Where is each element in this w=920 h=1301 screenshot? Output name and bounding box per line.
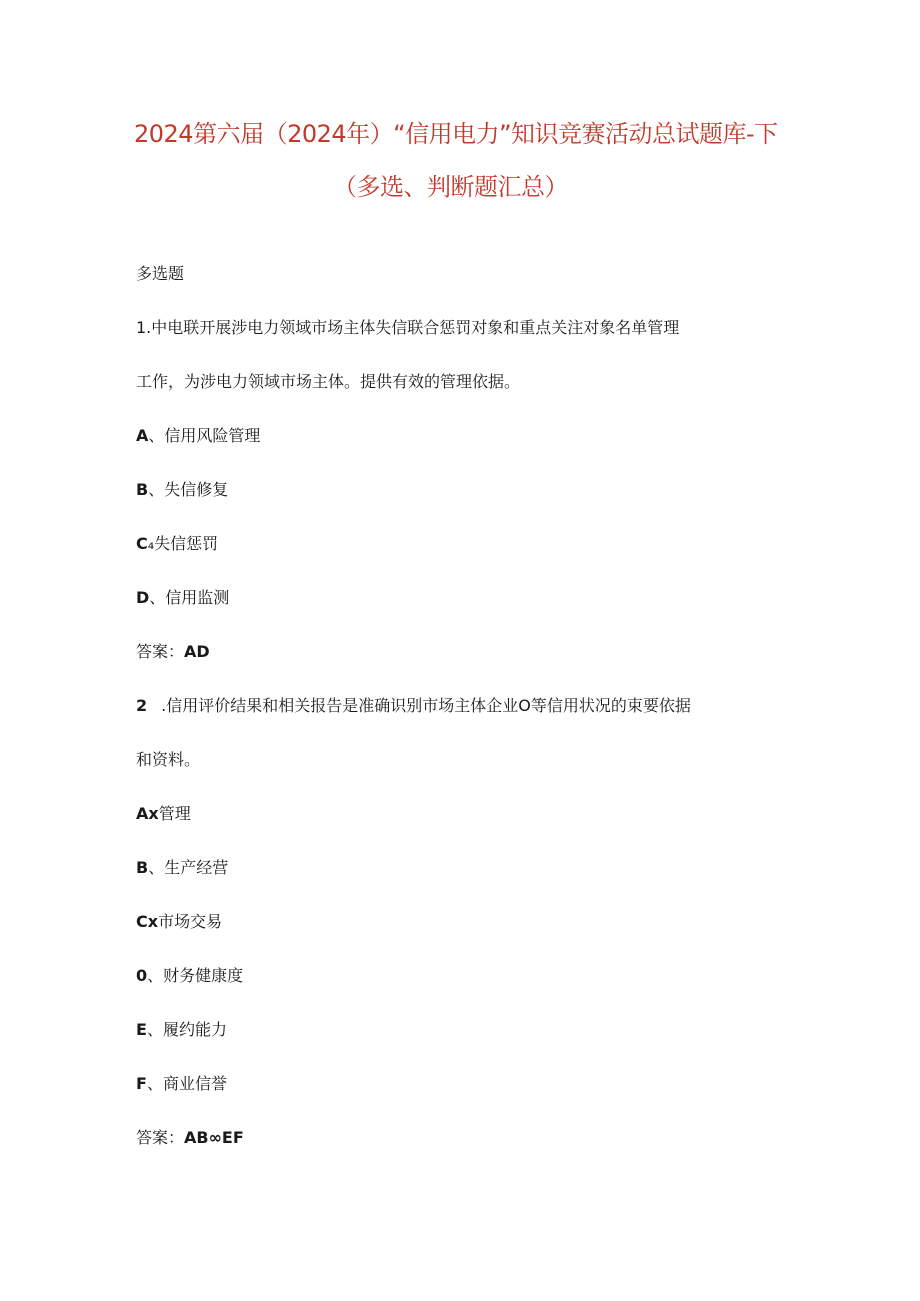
- question-1-stem-line-2: 工作，为涉电力领域市场主体。提供有效的管理依据。: [136, 372, 521, 391]
- option-text: 、信用监测: [149, 588, 230, 607]
- option-letter: B: [136, 858, 149, 877]
- option-letter: A: [136, 426, 149, 445]
- question-2-option-f: [136, 1073, 227, 1095]
- option-text: ₄失信惩罚: [147, 534, 219, 553]
- question-2-option-a: [136, 803, 191, 825]
- question-1-option-b: [136, 479, 228, 501]
- document-title-line-2: （多选、判断题汇总）: [333, 173, 568, 201]
- section-heading: 多选题: [136, 264, 185, 283]
- option-letter: Cx: [136, 912, 159, 931]
- question-2-answer: [136, 1127, 244, 1149]
- question-1-option-d: [136, 587, 229, 609]
- option-text: 市场交易: [158, 912, 223, 931]
- document-title-line-1: 2024第六届（2024年）“信用电力”知识竞赛活动总试题库-下: [134, 120, 778, 148]
- option-text: 、履约能力: [146, 1020, 227, 1039]
- question-2-option-c: [136, 911, 222, 933]
- question-2-number: 2: [136, 696, 148, 715]
- question-1-answer: [136, 641, 210, 663]
- question-1-option-c: [136, 533, 218, 555]
- question-2-stem-line-2: 和资料。: [136, 750, 201, 769]
- option-letter: 0: [136, 966, 148, 985]
- option-letter: Ax: [136, 804, 159, 823]
- option-letter: B: [136, 480, 149, 499]
- option-text: 、信用风险管理: [148, 426, 261, 445]
- answer-label: 答案：: [136, 642, 185, 661]
- question-1-option-a: [136, 425, 260, 447]
- question-1-stem-text: 1.中电联开展涉电力领域市场主体失信联合惩罚对象和重点关注对象名单管理: [136, 318, 680, 337]
- option-text: 、生产经营: [148, 858, 229, 877]
- question-2-stem-text: .信用评价结果和相关报告是准确识别市场主体企业O等信用状况的束要依据: [161, 696, 691, 715]
- answer-value: AB∞EF: [184, 1128, 244, 1147]
- option-letter: C: [136, 534, 148, 553]
- option-text: 、财务健康度: [147, 966, 244, 985]
- option-text: 、失信修复: [148, 480, 229, 499]
- option-letter: D: [136, 588, 150, 607]
- question-2-option-d: [136, 965, 243, 987]
- question-2-option-e: [136, 1019, 227, 1041]
- option-letter: E: [136, 1020, 147, 1039]
- option-text: 、商业信誉: [146, 1074, 227, 1093]
- answer-value: AD: [184, 642, 210, 661]
- answer-label: 答案：: [136, 1128, 185, 1147]
- question-2-option-b: [136, 857, 228, 879]
- question-1-stem-line-1: [136, 317, 679, 339]
- option-text: 管理: [158, 804, 191, 823]
- option-letter: F: [136, 1074, 147, 1093]
- question-2-stem-line-1: [136, 695, 691, 717]
